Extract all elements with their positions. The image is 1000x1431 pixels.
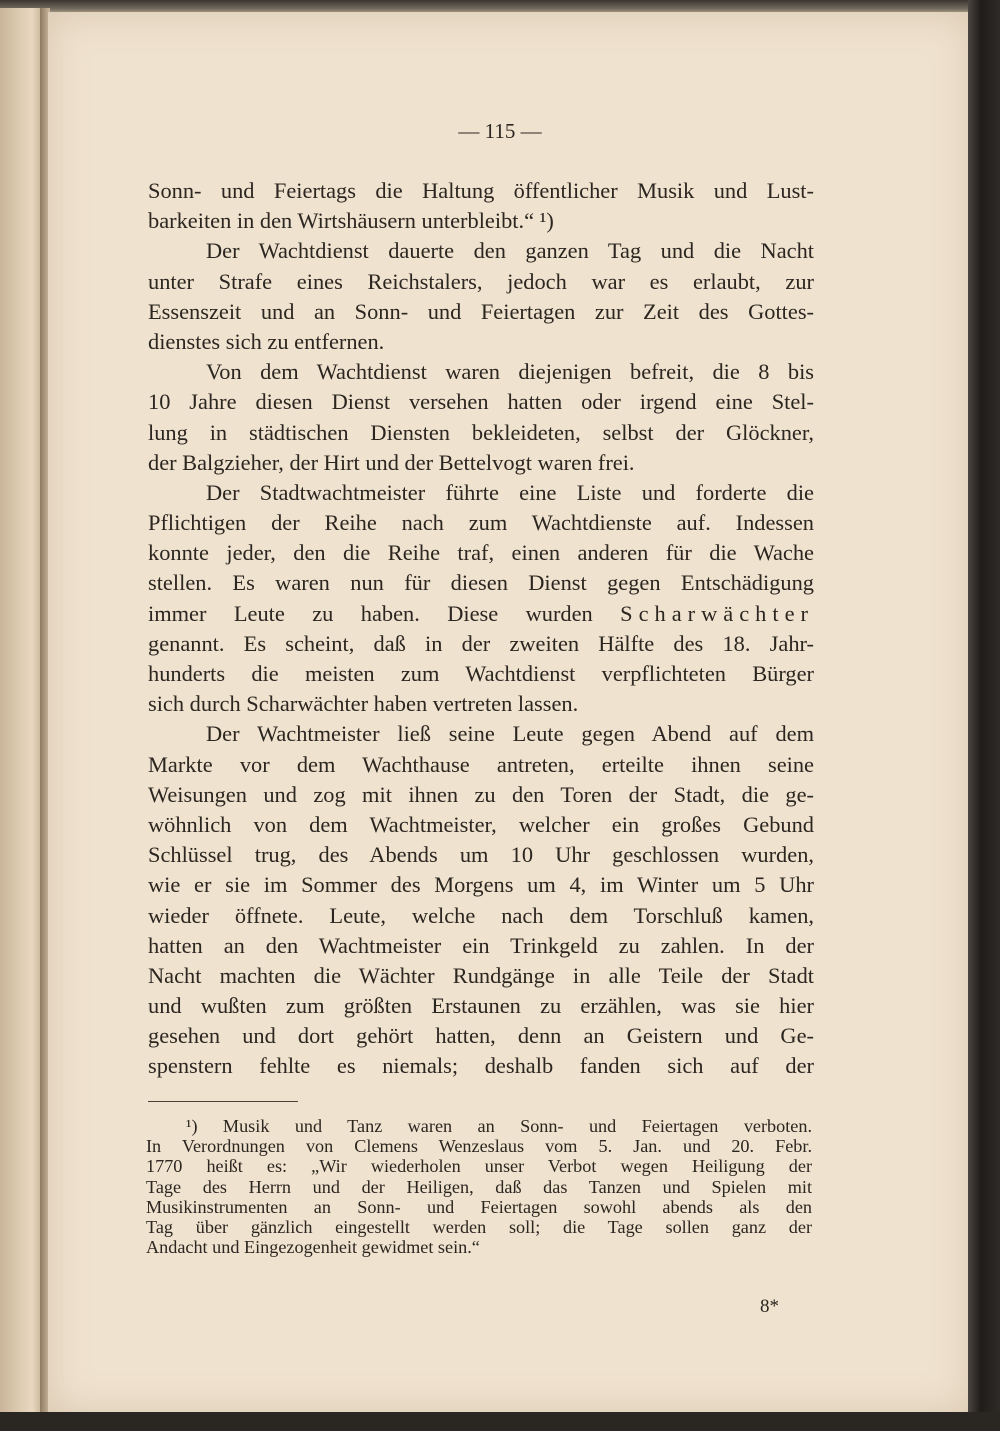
body-line: unter Strafe eines Reichstalers, jedoch war es erlaubt, zur bbox=[148, 268, 814, 294]
footnotes bbox=[146, 1116, 812, 1257]
body-line: sich durch Scharwächter haben vertreten lassen. bbox=[148, 691, 579, 717]
body-line: Schlüssel trug, des Abends um 10 Uhr geschlossen wurden, bbox=[148, 842, 814, 868]
body-line: und wußten zum größten Erstaunen zu erzählen, was sie hier bbox=[148, 993, 814, 1019]
body-line: dienstes sich zu entfernen. bbox=[148, 328, 385, 354]
signature-mark: 8* bbox=[760, 1296, 779, 1317]
footnote-line: Musikinstrumenten an Sonn- und Feiertagen sowohl abends als den bbox=[146, 1196, 812, 1217]
body-line: hunderts die meisten zum Wachtdienst verpflichteten Bürger bbox=[148, 661, 814, 686]
footnote-line: In Verordnungen von Clemens Wenzeslaus vom 5. Jan. und 20. Febr. bbox=[146, 1136, 812, 1157]
footnote-line: Andacht und Eingezogenheit gewidmet sein.“ bbox=[146, 1237, 480, 1258]
body-line: der Balgzieher, der Hirt und der Bettelvogt waren frei. bbox=[148, 449, 635, 475]
body-line: barkeiten in den Wirtshäusern unterbleibt.“ ¹) bbox=[148, 208, 554, 234]
spaced-word: Scharwächter bbox=[620, 600, 814, 626]
footnote-line: Tage des Herrn und der Heiligen, daß das Tanzen und Spielen mit bbox=[146, 1176, 812, 1197]
body-line: Essenszeit und an Sonn- und Feiertagen zur Zeit des Gottes- bbox=[148, 298, 814, 324]
body-line: Der Wachtdienst dauerte den ganzen Tag und die Nacht bbox=[206, 238, 814, 264]
body-line: Markte vor dem Wachthause antreten, erteilte ihnen seine bbox=[148, 751, 814, 777]
right-scan-border bbox=[968, 0, 1000, 1431]
body-text bbox=[148, 176, 814, 1082]
body-line: stellen. Es waren nun für diesen Dienst gegen Entschädigung bbox=[148, 570, 814, 596]
body-line: Der Wachtmeister ließ seine Leute gegen Abend auf dem bbox=[206, 721, 814, 747]
body-line: Von dem Wachtdienst waren diejenigen befreit, die 8 bis bbox=[206, 359, 814, 385]
body-line: Nacht machten die Wächter Rundgänge in alle Teile der Stadt bbox=[148, 962, 814, 988]
footnote-line: Tag über gänzlich eingestellt werden soll; die Tage sollen ganz der bbox=[146, 1216, 812, 1237]
body-line: 10 Jahre diesen Dienst versehen hatten oder irgend eine Stel- bbox=[148, 389, 814, 415]
body-line: wie er sie im Sommer des Morgens um 4, im Winter um 5 Uhr bbox=[148, 872, 814, 898]
body-line: wieder öffnete. Leute, welche nach dem Torschluß kamen, bbox=[148, 902, 814, 928]
body-line: Pflichtigen der Reihe nach zum Wachtdienste auf. Indessen bbox=[148, 510, 814, 536]
body-line: spenstern fehlte es niemals; deshalb fanden sich auf der bbox=[148, 1053, 814, 1079]
body-line: genannt. Es scheint, daß in der zweiten Hälfte des 18. Jahr- bbox=[148, 630, 814, 656]
body-line-with-spaced-word bbox=[148, 599, 814, 629]
body-line: lung in städtischen Diensten bekleideten, selbst der Glöckner, bbox=[148, 419, 814, 445]
body-line: konnte jeder, den die Reihe traf, einen anderen für die Wache bbox=[148, 540, 814, 566]
body-line-start: immer Leute zu haben. Diese wurden bbox=[148, 600, 593, 626]
footnote-line: ¹) Musik und Tanz waren an Sonn- und Feiertagen verboten. bbox=[186, 1116, 812, 1136]
footnote-divider bbox=[148, 1101, 298, 1102]
body-line: hatten an den Wachtmeister ein Trinkgeld zu zahlen. In der bbox=[148, 932, 814, 958]
body-line: gesehen und dort gehört hatten, denn an Geistern und Ge- bbox=[148, 1023, 814, 1049]
body-line: wöhnlich von dem Wachtmeister, welcher ein großes Gebund bbox=[148, 811, 814, 837]
footnote-line: 1770 heißt es: „Wir wiederholen unser Verbot wegen Heiligung der bbox=[146, 1156, 812, 1177]
bottom-scan-border bbox=[0, 1412, 1000, 1431]
body-line: Weisungen und zog mit ihnen zu den Toren der Stadt, die ge- bbox=[148, 781, 814, 807]
body-line: Sonn- und Feiertags die Haltung öffentlicher Musik und Lust- bbox=[148, 178, 814, 203]
body-line: Der Stadtwachtmeister führte eine Liste und forderte die bbox=[206, 479, 814, 505]
page-number: — 115 — bbox=[458, 119, 542, 143]
